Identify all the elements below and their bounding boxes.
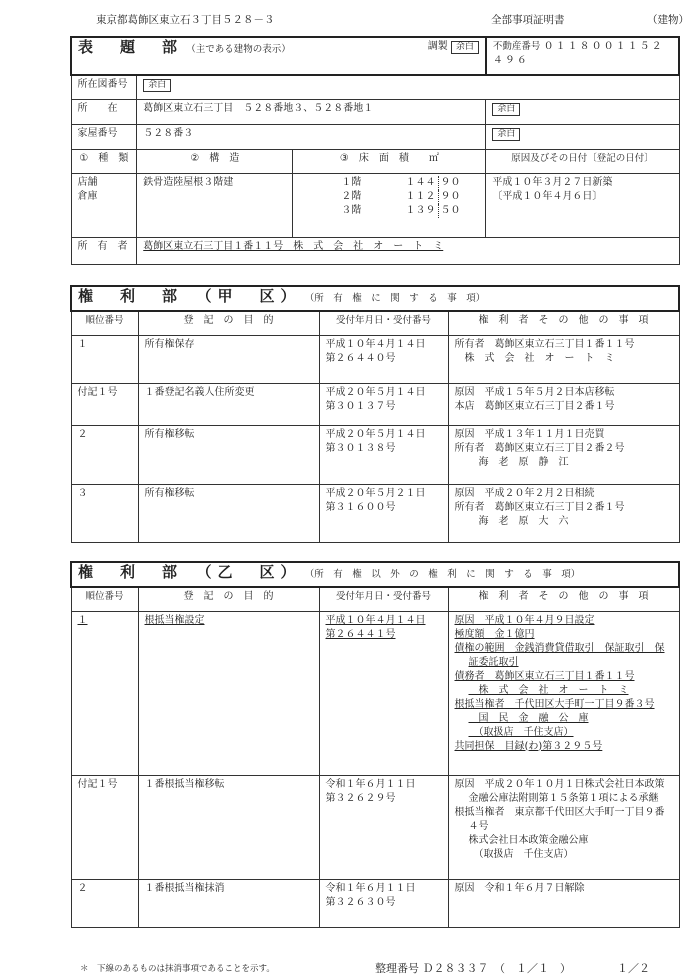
otsu-detail: 共同担保 目録(わ)第３２９５号 — [454, 740, 603, 752]
kou-rank: ２ — [71, 426, 138, 484]
floor-3: ３階 — [341, 205, 362, 217]
kou-detail: 本店 葛飾区東立石三丁目２番１号 — [454, 401, 615, 413]
otsu-header-date: 受付年月日・受付番号 — [319, 587, 448, 611]
structure-value: 鉄骨造陸屋根３階建 — [137, 174, 293, 238]
otsu-header-details: 権 利 者 そ の 他 の 事 項 — [448, 587, 679, 611]
otsu-detail: 証委託取引 — [468, 656, 519, 668]
floor-2: ２階 — [341, 191, 362, 203]
footer-ref-label: 整理番号 — [375, 962, 419, 975]
kou-purpose: 所有権移転 — [138, 426, 319, 484]
otsu-detail: 原因 平成２０年１０月１日株式会社日本政策 — [454, 778, 665, 790]
house-no-label: 家屋番号 — [71, 124, 137, 149]
otsu-detail: 根抵当権者 東京都千代田区大手町一丁目９番 — [454, 806, 665, 818]
table-row — [71, 384, 679, 426]
otsu-no: 第２６４４１号 — [325, 628, 396, 640]
otsu-detail: 根抵当権者 千代田区大手町一丁目９番３号 — [454, 698, 655, 710]
otsu-detail: 株式会社日本政策金融公庫 — [468, 834, 589, 846]
kou-purpose: 所有権保存 — [138, 335, 319, 383]
col-cause: 原因及びその日付〔登記の日付〕 — [486, 149, 679, 174]
kou-no: 第２６４４０号 — [325, 352, 396, 364]
kou-purpose: 所有権移転 — [138, 484, 319, 542]
house-no-right: 余白 — [492, 128, 520, 141]
kou-no: 第３０１３８号 — [325, 443, 396, 455]
kou-purpose: １番登記名義人住所変更 — [138, 384, 319, 426]
kou-header-date: 受付年月日・受付番号 — [319, 311, 448, 335]
otsu-detail: 原因 平成１０年４月９日設定 — [454, 614, 595, 626]
kou-rank: 付記１号 — [71, 384, 138, 426]
table-row — [71, 879, 679, 927]
kou-no: 第３０１３７号 — [325, 401, 396, 413]
otsu-detail: 債権の範囲 金銭消費貸借取引 保証取引 保 — [454, 642, 665, 654]
otsu-detail: 極度額 金１億円 — [454, 628, 535, 640]
floor-1-dec: ９０ — [438, 176, 479, 190]
realty-number: ０１１８００１１５２４９６ — [492, 41, 664, 66]
kou-detail: 原因 平成２０年２月２日相続 — [454, 487, 595, 499]
kind-value-2: 倉庫 — [77, 191, 98, 203]
otsu-date: 平成１０年４月１４日 — [325, 614, 426, 626]
otsu-date: 令和１年６月１１日 — [325, 778, 416, 790]
floor-3-int: １３９ — [405, 205, 436, 217]
location-label: 所 在 — [71, 100, 137, 125]
otsu-header-rank: 順位番号 — [71, 587, 138, 611]
otsu-no: 第３２６２９号 — [325, 792, 396, 804]
kou-header-purpose: 登 記 の 目 的 — [138, 311, 319, 335]
footer-page: １／２ — [617, 962, 650, 975]
kou-rank: ３ — [71, 484, 138, 542]
otsu-detail: （取扱店 千住支店） — [468, 848, 574, 860]
location-value: 葛飾区東立石三丁目 ５２８番地３、５２８番地１ — [137, 100, 486, 125]
otsu-rank: 付記１号 — [71, 775, 138, 879]
map-label: 所在図番号 — [71, 75, 137, 100]
header-cert-type: 全部事項証明書 — [491, 14, 565, 26]
kou-detail: 原因 平成１３年１１月１日売買 — [454, 429, 605, 441]
kou-date: 平成２０年５月２１日 — [325, 487, 426, 499]
kou-detail: 所有者 葛飾区東立石三丁目２番１号 — [454, 501, 625, 513]
kou-rank: １ — [71, 335, 138, 383]
map-value: 余白 — [143, 79, 171, 92]
col-structure: ② 構 造 — [137, 149, 293, 174]
otsu-header-purpose: 登 記 の 目 的 — [138, 587, 319, 611]
kou-no: 第３１６００号 — [325, 501, 396, 513]
kou-detail: 海 老 原 静 江 — [468, 457, 569, 469]
footer-note: ＊ 下線のあるものは抹消事項であることを示す。 — [80, 964, 275, 974]
otsu-no: 第３２６３０号 — [325, 896, 396, 908]
otsu-detail: （取扱店 千住支店） — [468, 726, 574, 738]
header-kind: （建物） — [647, 14, 689, 26]
title-section-table — [70, 36, 680, 265]
kou-title: 権 利 部 （甲 区） — [78, 287, 302, 305]
kou-subtitle: （所 有 権 に 関 す る 事 項） — [304, 293, 486, 304]
title-section-title: 表 題 部 — [78, 38, 184, 56]
table-row — [71, 611, 679, 775]
title-section-subtitle: （主である建物の表示） — [186, 44, 291, 55]
otsu-detail: 国 民 金 融 公 庫 — [468, 712, 589, 724]
location-right: 余白 — [492, 103, 520, 116]
table-row — [71, 484, 679, 542]
otsu-title: 権 利 部 （乙 区） — [78, 563, 302, 581]
kou-detail: 海 老 原 大 六 — [468, 515, 569, 527]
table-row — [71, 335, 679, 383]
otsu-detail: 債務者 葛飾区東立石三丁目１番１１号 — [454, 670, 635, 682]
owner-value: 葛飾区東立石三丁目１番１１号 株 式 会 社 オ ー ト ミ — [143, 241, 444, 253]
table-row — [71, 775, 679, 879]
otsu-purpose: １番根抵当権抹消 — [138, 879, 319, 927]
kind-value-1: 店舗 — [77, 177, 98, 189]
prep-label: 調製 — [427, 41, 448, 52]
cause-line-2: 〔平成１０年４月６日〕 — [492, 191, 603, 203]
prep-value: 余白 — [451, 41, 479, 54]
floor-2-dec: ９０ — [438, 190, 479, 204]
kou-date: 平成１０年４月１４日 — [325, 338, 426, 350]
col-kind: ① 種 類 — [71, 149, 137, 174]
footer-ref — [375, 960, 571, 976]
floor-area-table — [339, 176, 479, 218]
cause-line-1: 平成１０年３月２７日新築 — [492, 177, 613, 189]
otsu-section-table — [70, 561, 680, 928]
otsu-subtitle: （所 有 権 以 外 の 権 利 に 関 す る 事 項） — [304, 569, 581, 580]
kou-header-details: 権 利 者 そ の 他 の 事 項 — [448, 311, 679, 335]
table-row — [71, 426, 679, 484]
kou-section-table — [70, 285, 680, 543]
kou-date: 平成２０年５月１４日 — [325, 429, 426, 441]
otsu-rank: ２ — [71, 879, 138, 927]
kou-detail: 所有者 葛飾区東立石三丁目１番１１号 — [454, 338, 635, 350]
otsu-detail: 株 式 会 社 オ ー ト ミ — [468, 684, 629, 696]
owner-label: 所 有 者 — [71, 238, 137, 265]
floor-3-dec: ５０ — [438, 204, 479, 218]
otsu-rank: １ — [77, 614, 88, 626]
otsu-detail: 原因 令和１年６月７日解除 — [454, 882, 585, 894]
realty-label: 不動産番号 — [492, 41, 541, 52]
header-address: 東京都葛飾区東立石３丁目５２８－３ — [96, 14, 275, 26]
kou-detail: 原因 平成１５年５月２日本店移転 — [454, 387, 615, 399]
kou-header-rank: 順位番号 — [71, 311, 138, 335]
house-no-value: ５２８番３ — [137, 124, 486, 149]
otsu-detail: ４号 — [468, 820, 489, 832]
kou-detail: 株 式 会 社 オ ー ト ミ — [454, 352, 615, 364]
kou-date: 平成２０年５月１４日 — [325, 387, 426, 399]
otsu-purpose: １番根抵当権移転 — [138, 775, 319, 879]
col-area: ③ 床 面 積 ㎡ — [293, 149, 486, 174]
floor-2-int: １１２ — [405, 191, 436, 203]
otsu-purpose: 根抵当権設定 — [144, 614, 205, 626]
otsu-date: 令和１年６月１１日 — [325, 882, 416, 894]
floor-1-int: １４４ — [405, 177, 436, 189]
otsu-detail: 金融公庫法附則第１５条第１項による承継 — [468, 792, 659, 804]
footer-ref-value: Ｄ２８３３７ （ １／１ ） — [422, 962, 571, 975]
floor-1: １階 — [341, 177, 362, 189]
kou-detail: 所有者 葛飾区東立石三丁目２番２号 — [454, 443, 625, 455]
